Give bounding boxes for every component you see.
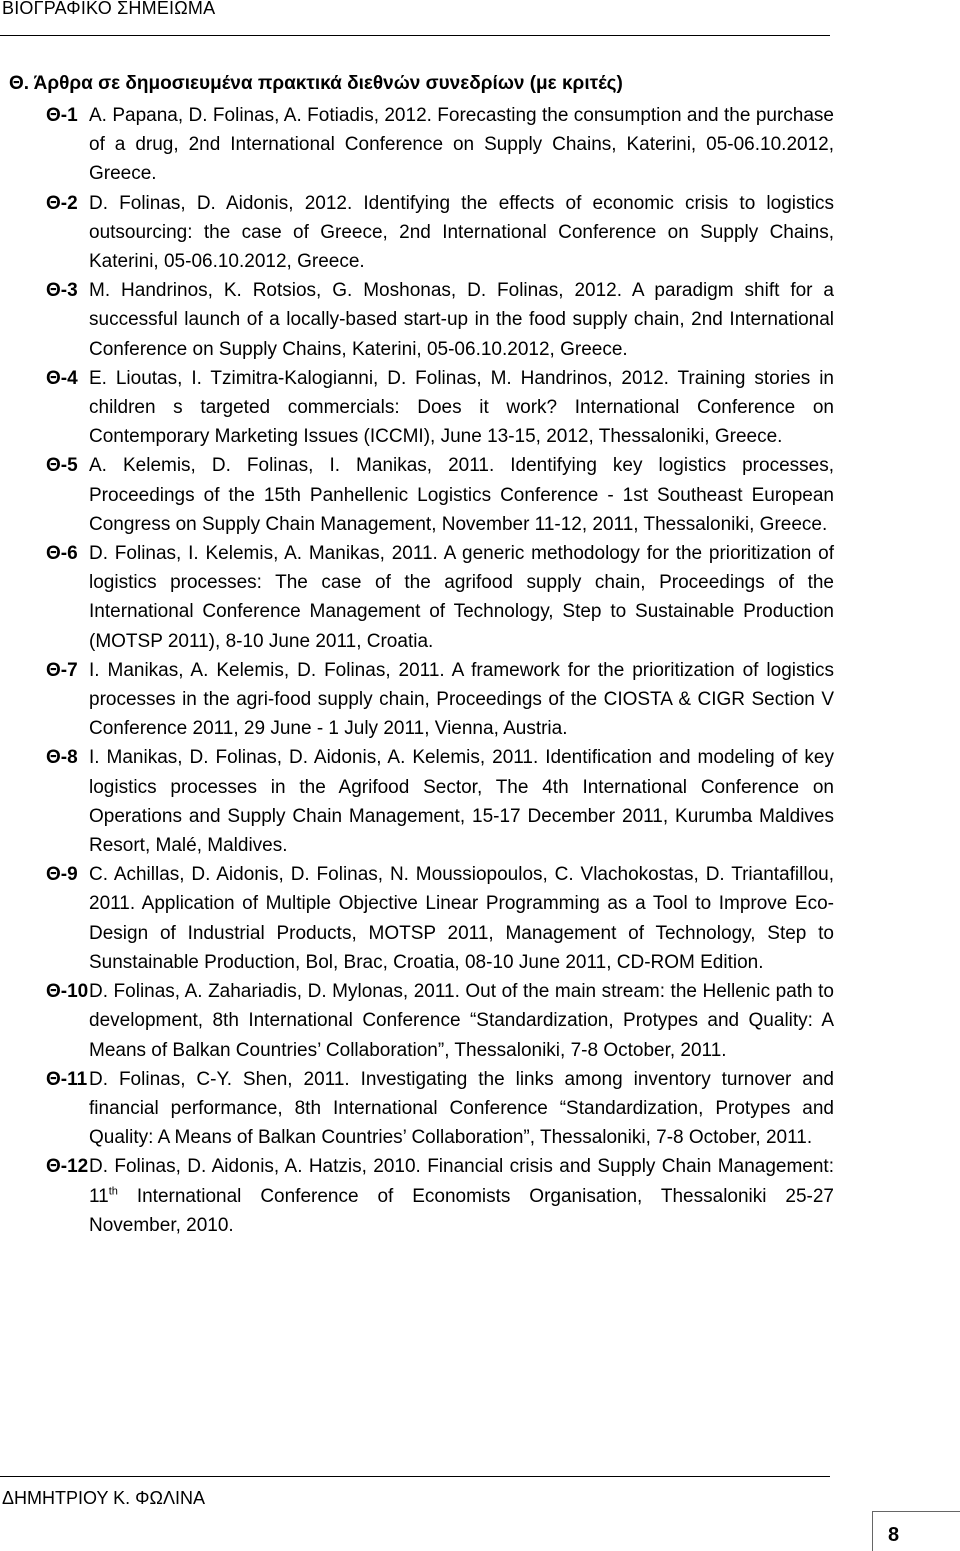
- header-divider: [0, 35, 830, 36]
- entry-label: Θ-11: [46, 1068, 88, 1090]
- entry-label: Θ-8: [46, 747, 78, 769]
- footer-divider: [0, 1476, 830, 1477]
- page-number-box: [872, 1511, 960, 1551]
- entry-text: D. Folinas, D. Aidonis, 2012. Identifying the effects of economic crisis to logistics outsourcing: the case of Greece, 2nd International Conference on Supply Chains, Katerini, 05-06.10.2012, Greece.: [89, 192, 834, 273]
- entry-text: A. Kelemis, D. Folinas, I. Manikas, 2011. Identifying key logistics processes, Proceedings of the 15th Panhellenic Logistics Conference - 1st Southeast European Congress on Supply Chain Management, November 11-12, 2011, Thessaloniki, Greece.: [89, 455, 834, 535]
- entry-label: Θ-4: [46, 367, 78, 389]
- entry-text: D. Folinas, A. Zahariadis, D. Mylonas, 2011. Out of the main stream: the Hellenic path to development, 8th International Conference “Standardization, Protypes and Quality: A Means of Balkan Countries’ Collaboration”, Thessaloniki, 7-8 October, 2011.: [89, 981, 834, 1061]
- entry-label: Θ-10: [46, 981, 89, 1003]
- publication-entry: [0, 364, 834, 452]
- publication-entry: [0, 101, 834, 189]
- page-number: 8: [888, 1524, 900, 1546]
- publication-entry: [0, 1065, 834, 1153]
- entry-label: Θ-2: [46, 192, 78, 214]
- page-header-title: ΒΙΟΓΡΑΦΙΚΟ ΣΗΜΕΙΩΜΑ: [2, 0, 216, 18]
- publication-entry: [0, 451, 834, 539]
- entry-text: E. Lioutas, I. Tzimitra-Kalogianni, D. Folinas, M. Handrinos, 2012. Training stories in children s targeted commercials: Does it work? International Conference on Contemporary Marketing Issues (ICCMI), June 13-15, 2012, Thessaloniki, Greece.: [89, 367, 834, 448]
- publication-entry: [0, 539, 834, 656]
- publication-list: [0, 101, 960, 1240]
- entry-label: Θ-7: [46, 659, 78, 681]
- entry-text: C. Achillas, D. Aidonis, D. Folinas, N. Moussiopoulos, C. Vlachokostas, D. Triantafillou, 2011. Application of Multiple Objective Linear Programming as a Tool to Improve Eco-Design of Industrial Products, MOTSP 2011, Management of Technology, Step to Sunstainable Production, Bol, Brac, Croatia, 08-10 June 2011, CD-ROM Edition.: [89, 864, 834, 973]
- entry-text: D. Folinas, I. Kelemis, A. Manikas, 2011. A generic methodology for the prioritization of logistics processes: The case of the agrifood supply chain, Proceedings of the International Conference Management of Technology, Step to Sustainable Production (MOTSP 2011), 8-10 June 2011, Croatia.: [89, 543, 834, 652]
- section-title: Θ. Άρθρα σε δημοσιευμένα πρακτικά διεθνών συνεδρίων (με κριτές): [9, 73, 623, 94]
- entry-text: D. Folinas, C-Y. Shen, 2011. Investigating the links among inventory turnover and financial performance, 8th International Conference “Standardization, Protypes and Quality: A Means of Balkan Countries’ Collaboration”, Thessaloniki, 7-8 October, 2011.: [89, 1068, 834, 1149]
- ordinal-superscript: th: [108, 1185, 118, 1198]
- entry-text-after: International Conference of Economists Organisation, Thessaloniki 25-27 November, 2010.: [89, 1185, 834, 1236]
- entry-label: Θ-9: [46, 864, 78, 886]
- publication-entry: [0, 1152, 834, 1240]
- entry-text: A. Papana, D. Folinas, A. Fotiadis, 2012. Forecasting the consumption and the purchase of a drug, 2nd International Conference on Supply Chains, Katerini, 05-06.10.2012, Greece.: [89, 105, 834, 185]
- entry-text-before: D. Folinas, D. Aidonis, A. Hatzis, 2010. Financial crisis and Supply Chain Management: 11: [89, 1156, 834, 1207]
- entry-text: I. Manikas, A. Kelemis, D. Folinas, 2011. A framework for the prioritization of logistics processes in the agri-food supply chain, Proceedings of the CIOSTA & CIGR Section V Conference 2011, 29 June - 1 July 2011, Vienna, Austria.: [89, 659, 834, 740]
- entry-label: Θ-1: [46, 105, 78, 126]
- publication-entry: [0, 276, 834, 364]
- entry-text: M. Handrinos, K. Rotsios, G. Moshonas, D. Folinas, 2012. A paradigm shift for a successful launch of a locally-based start-up in the food supply chain, 2nd International Conference on Supply Chains, Katerini, 05-06.10.2012, Greece.: [89, 280, 834, 360]
- entry-label: Θ-12: [46, 1156, 89, 1178]
- entry-label: Θ-6: [46, 543, 78, 565]
- publication-entry: [0, 189, 834, 277]
- entry-text: I. Manikas, D. Folinas, D. Aidonis, A. Kelemis, 2011. Identification and modeling of key logistics processes in the Agrifood Sector, The 4th International Conference on Operations and Supply Chain Management, 15-17 December 2011, Kurumba Maldives Resort, Malé, Maldives.: [89, 747, 834, 857]
- publication-entry: [0, 860, 834, 977]
- publication-entry: [0, 977, 834, 1065]
- entry-text: [89, 1156, 834, 1235]
- publication-entry: [0, 656, 834, 744]
- entry-label: Θ-3: [46, 280, 78, 302]
- footer-author-name: ΔΗΜΗΤΡΙΟΥ Κ. ΦΩΛΙΝΑ: [2, 1488, 205, 1508]
- entry-label: Θ-5: [46, 455, 78, 477]
- publication-entry: [0, 743, 834, 860]
